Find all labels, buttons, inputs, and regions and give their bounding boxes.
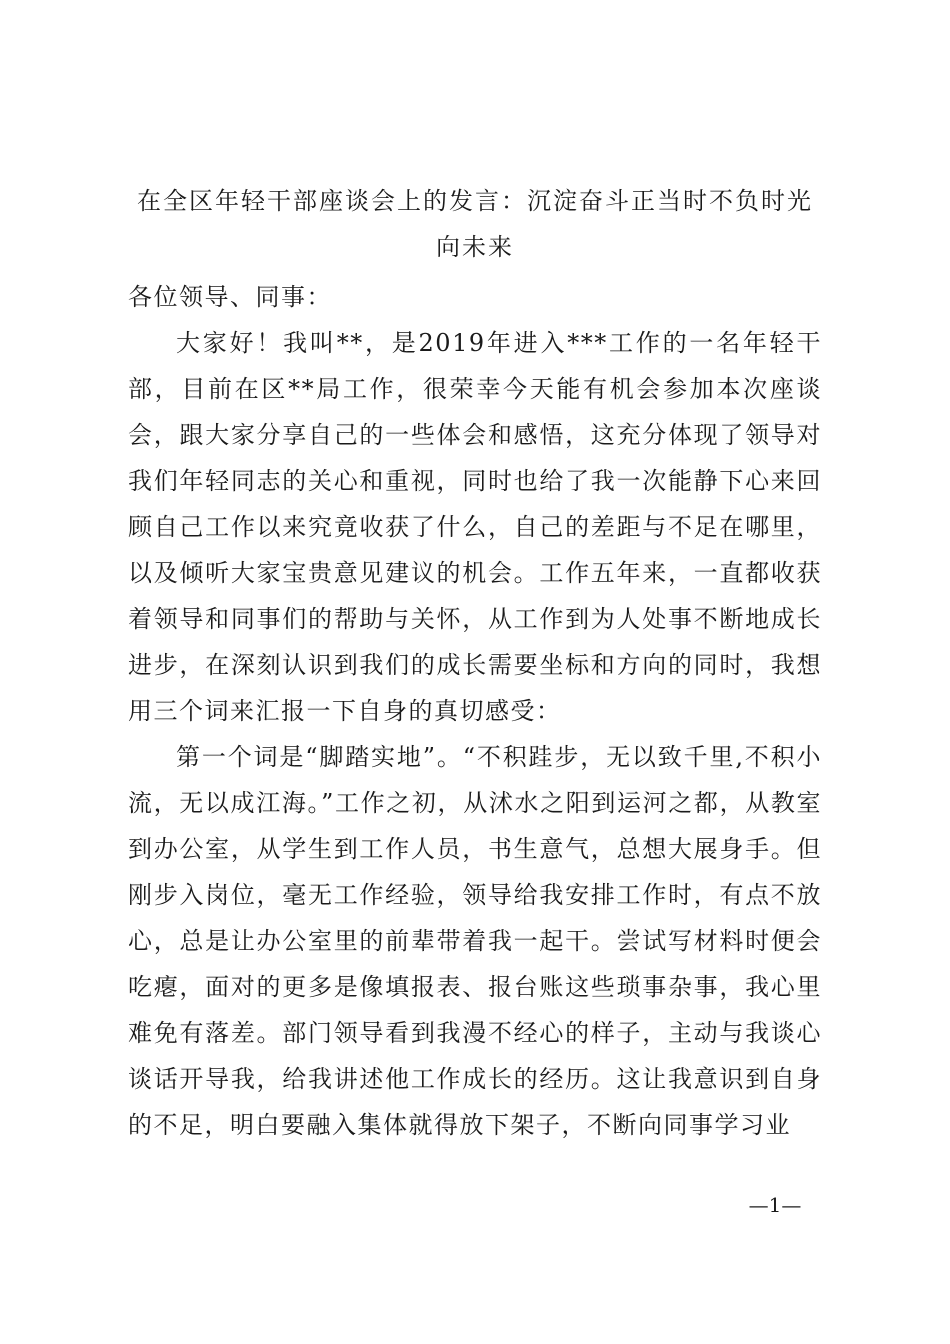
salutation: 各位领导、同事： — [128, 283, 332, 311]
document-title: 在全区年轻干部座谈会上的发言：沉淀奋斗正当时不负时光向未来 — [137, 187, 813, 261]
page-number: —1— — [748, 1193, 802, 1217]
paragraph-introduction: 大家好！我叫**，是2019年进入***工作的一名年轻干部，目前在区**局工作，很荣幸今天能有机会参加本次座谈会，跟大家分享自己的一些体会和感悟，这充分体现了领导对我们年轻同志的关心和重视，同时也给了我一次能静下心来回顾自己工作以来究竟收获了什么，自己的差距与不足在哪里，以及倾听大家宝贵意见建议的机会。工作五年来，一直都收获着领导和同事们的帮助与关怀，从工作到为人处事不断地成长进步，在深刻认识到我们的成长需要坐标和方向的同时，我想用三个词来汇报一下自身的真切感受： — [128, 329, 822, 725]
document-body — [128, 274, 822, 1148]
paragraph-first-word: 第一个词是“脚踏实地”。“不积跬步，无以致千里,不积小流，无以成江海。”工作之初，从沭水之阳到运河之都，从教室到办公室，从学生到工作人员，书生意气，总想大展身手。但刚步入岗位，毫无工作经验，领导给我安排工作时，有点不放心，总是让办公室里的前辈带着我一起干。尝试写材料时便会吃瘪，面对的更多是像填报表、报台账这些琐事杂事，我心里难免有落差。部门领导看到我漫不经心的样子，主动与我谈心谈话开导我，给我讲述他工作成长的经历。这让我意识到自身的不足，明白要融入集体就得放下架子，不断向同事学习业 — [128, 743, 822, 1139]
